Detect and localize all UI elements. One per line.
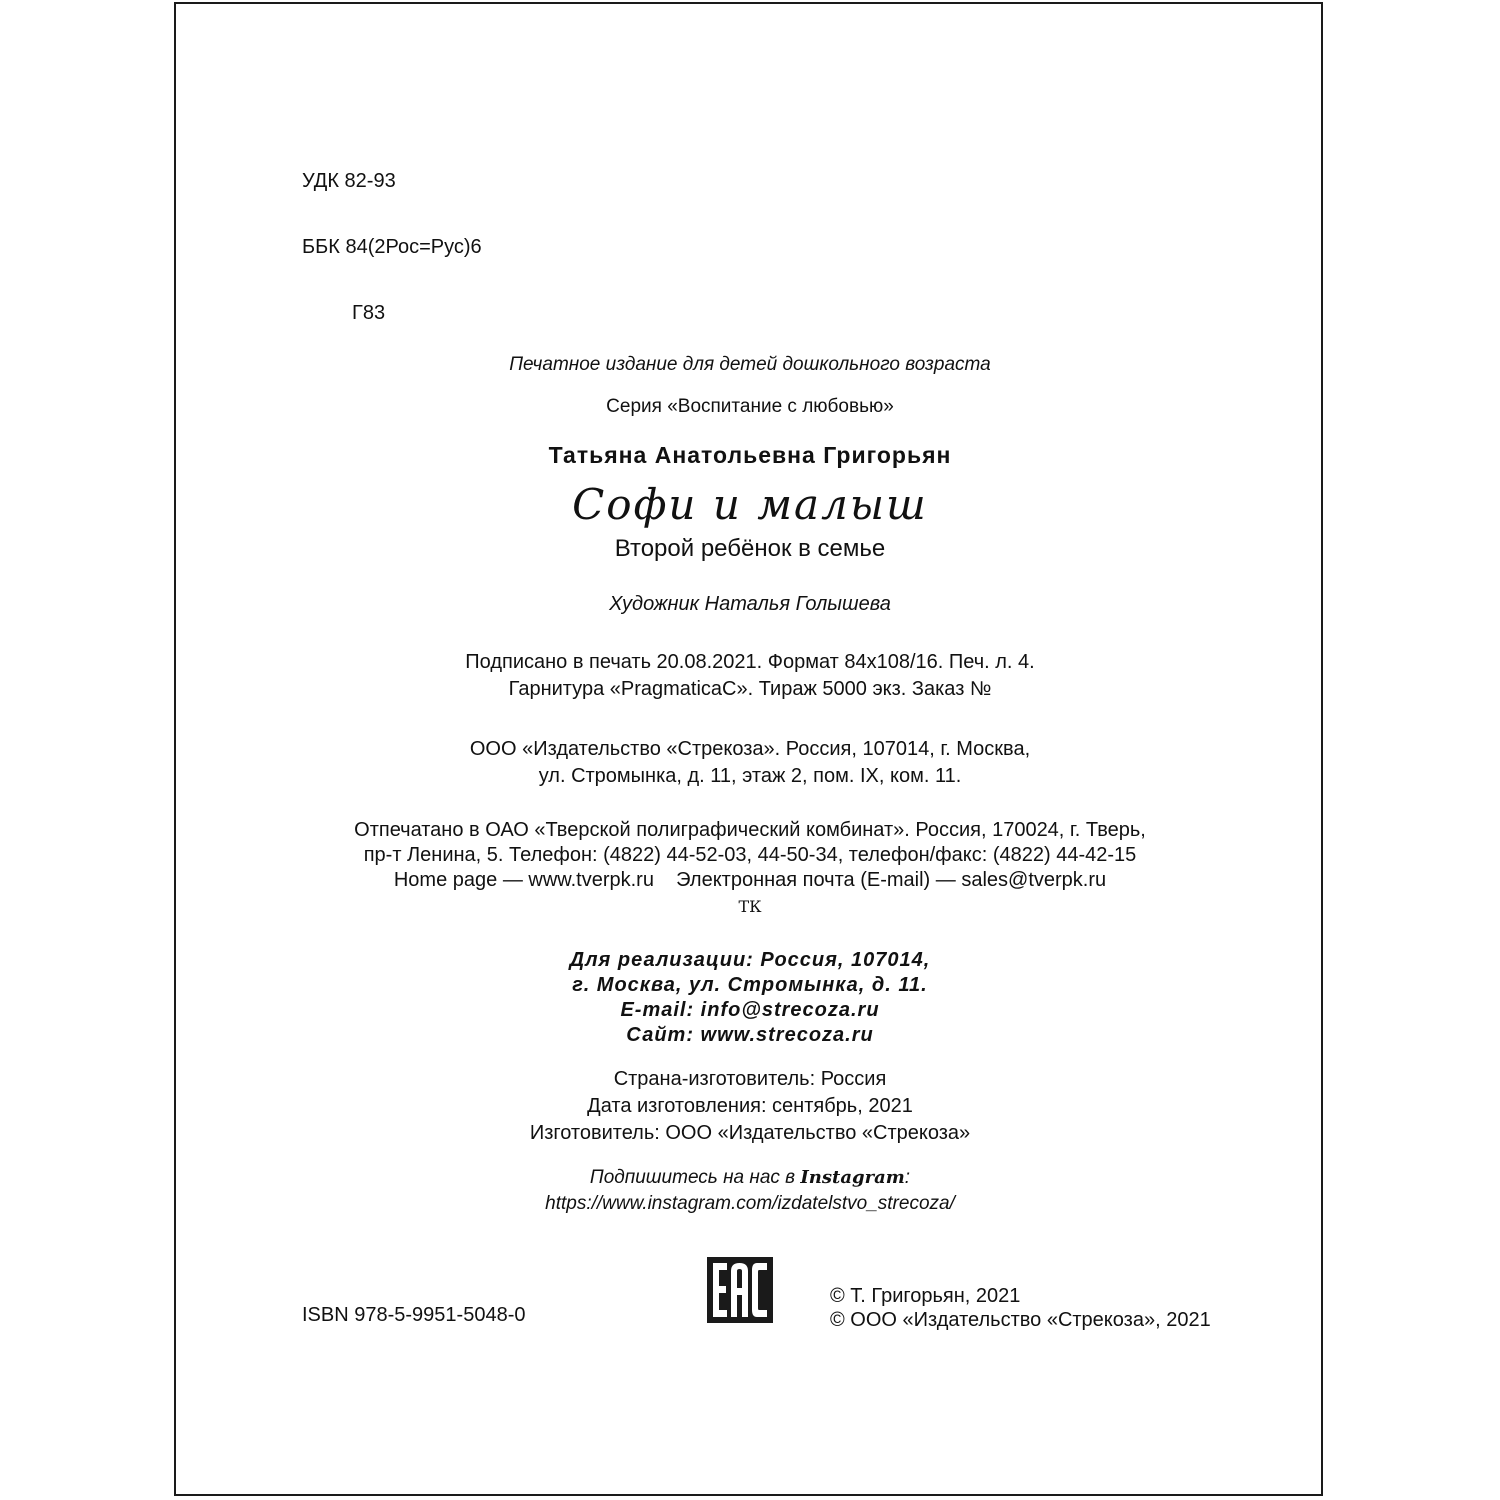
publisher-address-line-1: ООО «Издательство «Стрекоза». Россия, 107014, г. Москва, <box>469 738 1031 760</box>
copyright-publisher: © ООО «Издательство «Стрекоза», 2021 <box>830 1309 1211 1331</box>
author-mark-code: Г83 <box>352 302 386 324</box>
printer-logo-mark: ТК <box>738 897 762 916</box>
illustrator-credit: Художник Наталья Голышева <box>609 593 891 615</box>
instagram-prefix: Подпишитесь на нас в <box>589 1167 801 1188</box>
print-info-line-2: Гарнитура «PragmaticaC». Тираж 5000 экз. Заказ № <box>508 678 992 700</box>
udk-code: УДК 82-93 <box>302 170 396 192</box>
manufacture-date: Дата изготовления: сентябрь, 2021 <box>587 1095 913 1117</box>
sales-email: E-mail: info@strecoza.ru <box>620 999 880 1021</box>
print-info-line-1: Подписано в печать 20.08.2021. Формат 84x108/16. Печ. л. 4. <box>465 651 1035 673</box>
manufacturer-country: Страна-изготовитель: Россия <box>613 1068 887 1090</box>
manufacturer-name: Изготовитель: ООО «Издательство «Стрекоза» <box>529 1122 971 1144</box>
book-title: Софи и малыш <box>572 480 928 529</box>
instagram-suffix: : <box>904 1167 911 1188</box>
isbn-number: ISBN 978-5-9951-5048-0 <box>302 1304 526 1326</box>
author-name: Татьяна Анатольевна Григорьян <box>548 442 952 468</box>
sales-info-line-1: Для реализации: Россия, 107014, <box>569 949 931 971</box>
book-subtitle: Второй ребёнок в семье <box>614 535 886 562</box>
classification-codes <box>302 126 482 346</box>
printer-info-line-1: Отпечатано в ОАО «Тверской полиграфический комбинат». Россия, 170024, г. Тверь, <box>354 819 1146 841</box>
printer-info-line-3: Home page — www.tverpk.ru Электронная почта (E-mail) — sales@tverpk.ru <box>393 869 1107 891</box>
series-line: Серия «Воспитание с любовью» <box>606 396 894 417</box>
instagram-url: https://www.instagram.com/izdatelstvo_strecoza/ <box>545 1193 955 1214</box>
eac-certification-icon <box>707 1257 773 1323</box>
instagram-subscribe-line <box>200 1167 1300 1189</box>
bbk-code: ББК 84(2Рос=Рус)6 <box>302 236 482 258</box>
edition-note: Печатное издание для детей дошкольного возраста <box>509 354 991 375</box>
copyright-block <box>830 1284 1211 1332</box>
publisher-address-line-2: ул. Стромынка, д. 11, этаж 2, пом. IX, ком. 11. <box>538 765 962 787</box>
printer-info-line-2: пр-т Ленина, 5. Телефон: (4822) 44-52-03, 44-50-34, телефон/факс: (4822) 44-42-15 <box>363 844 1137 866</box>
copyright-author: © Т. Григорьян, 2021 <box>830 1285 1021 1307</box>
instagram-brand: Instagram <box>800 1167 905 1188</box>
sales-website: Сайт: www.strecoza.ru <box>626 1024 874 1046</box>
sales-info-line-2: г. Москва, ул. Стромынка, д. 11. <box>572 974 928 996</box>
